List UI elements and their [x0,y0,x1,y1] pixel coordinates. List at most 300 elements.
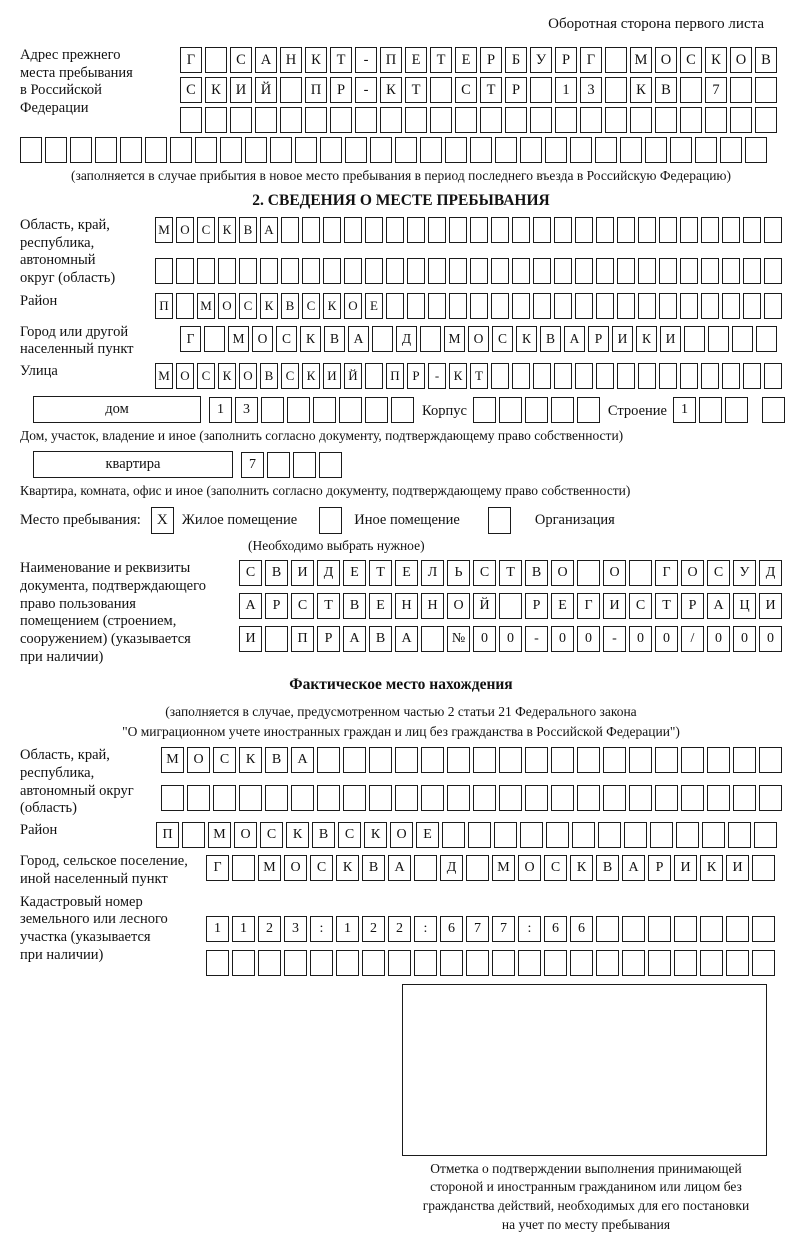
char-cell[interactable] [470,137,492,163]
char-cell[interactable] [45,137,67,163]
char-cell[interactable] [245,137,267,163]
char-cell[interactable] [755,107,777,133]
checkbox-organization[interactable] [488,507,511,534]
char-cell[interactable]: Т [369,560,392,586]
document-row-3[interactable] [239,626,782,652]
char-cell[interactable] [620,137,642,163]
char-cell[interactable] [512,217,530,243]
char-cell[interactable]: К [300,326,321,352]
char-cell[interactable]: 1 [232,916,255,942]
char-cell[interactable] [722,258,740,284]
char-cell[interactable] [577,785,600,811]
document-row-1[interactable] [239,560,782,586]
char-cell[interactable] [577,397,600,423]
char-cell[interactable] [544,950,567,976]
char-cell[interactable]: И [726,855,749,881]
char-cell[interactable]: В [239,217,257,243]
char-cell[interactable] [197,258,215,284]
char-cell[interactable] [421,626,444,652]
char-cell[interactable]: С [680,47,702,73]
char-cell[interactable]: С [197,217,215,243]
char-cell[interactable]: Г [577,593,600,619]
char-cell[interactable]: Й [255,77,277,103]
char-cell[interactable]: А [348,326,369,352]
char-cell[interactable]: И [674,855,697,881]
char-cell[interactable] [572,822,595,848]
char-cell[interactable] [365,363,383,389]
char-cell[interactable]: К [218,363,236,389]
char-cell[interactable] [743,217,761,243]
char-cell[interactable] [551,397,574,423]
char-cell[interactable]: В [655,77,677,103]
char-cell[interactable]: У [530,47,552,73]
char-cell[interactable]: К [302,363,320,389]
char-cell[interactable]: Г [655,560,678,586]
char-cell[interactable] [407,258,425,284]
char-cell[interactable] [624,822,647,848]
char-cell[interactable] [494,822,517,848]
char-cell[interactable] [370,137,392,163]
char-cell[interactable]: К [700,855,723,881]
char-cell[interactable]: 1 [555,77,577,103]
char-cell[interactable]: П [380,47,402,73]
char-cell[interactable]: Р [555,47,577,73]
char-cell[interactable]: Р [330,77,352,103]
char-cell[interactable] [752,950,775,976]
char-cell[interactable]: А [239,593,262,619]
char-cell[interactable] [701,293,719,319]
char-cell[interactable] [605,107,627,133]
char-cell[interactable] [265,626,288,652]
char-cell[interactable] [499,747,522,773]
char-cell[interactable] [764,217,782,243]
char-cell[interactable] [407,293,425,319]
char-cell[interactable] [420,137,442,163]
char-cell[interactable] [386,258,404,284]
char-cell[interactable] [732,326,753,352]
char-cell[interactable]: О [518,855,541,881]
cadastral-row-2[interactable] [206,950,775,976]
char-cell[interactable]: 7 [705,77,727,103]
char-cell[interactable] [617,293,635,319]
char-cell[interactable]: В [312,822,335,848]
char-cell[interactable]: Н [395,593,418,619]
char-cell[interactable] [302,258,320,284]
char-cell[interactable] [596,950,619,976]
char-cell[interactable] [395,137,417,163]
char-cell[interactable] [388,950,411,976]
char-cell[interactable] [319,452,342,478]
char-cell[interactable] [722,217,740,243]
char-cell[interactable] [291,785,314,811]
char-cell[interactable]: - [603,626,626,652]
char-cell[interactable] [752,855,775,881]
char-cell[interactable] [466,950,489,976]
char-cell[interactable]: С [455,77,477,103]
char-cell[interactable]: С [707,560,730,586]
char-cell[interactable]: Д [759,560,782,586]
char-cell[interactable] [575,363,593,389]
char-cell[interactable]: Г [180,326,201,352]
char-cell[interactable] [617,258,635,284]
char-cell[interactable] [345,137,367,163]
char-cell[interactable]: 2 [388,916,411,942]
char-cell[interactable] [232,950,255,976]
char-cell[interactable]: В [362,855,385,881]
char-cell[interactable] [155,258,173,284]
char-cell[interactable]: М [444,326,465,352]
char-cell[interactable]: Т [480,77,502,103]
char-cell[interactable]: 3 [284,916,307,942]
char-cell[interactable]: 1 [206,916,229,942]
char-cell[interactable] [218,258,236,284]
char-cell[interactable] [414,855,437,881]
char-cell[interactable]: К [286,822,309,848]
char-cell[interactable] [630,107,652,133]
char-cell[interactable] [270,137,292,163]
char-cell[interactable] [365,258,383,284]
char-cell[interactable] [722,363,740,389]
char-cell[interactable] [575,217,593,243]
char-cell[interactable]: Р [265,593,288,619]
char-cell[interactable] [182,822,205,848]
char-cell[interactable]: П [291,626,314,652]
char-cell[interactable] [499,397,522,423]
char-cell[interactable] [512,258,530,284]
char-cell[interactable]: В [343,593,366,619]
char-cell[interactable] [449,293,467,319]
char-cell[interactable] [707,747,730,773]
char-cell[interactable] [533,363,551,389]
char-cell[interactable] [320,137,342,163]
char-cell[interactable] [317,747,340,773]
char-cell[interactable]: П [155,293,173,319]
char-cell[interactable]: 6 [440,916,463,942]
char-cell[interactable]: О [234,822,257,848]
char-cell[interactable]: К [380,77,402,103]
char-cell[interactable] [659,217,677,243]
char-cell[interactable]: 3 [235,397,258,423]
char-cell[interactable] [575,293,593,319]
char-cell[interactable] [603,747,626,773]
char-cell[interactable] [205,107,227,133]
house-type-box[interactable] [33,396,201,423]
char-cell[interactable] [255,107,277,133]
char-cell[interactable] [267,452,290,478]
char-cell[interactable] [343,785,366,811]
char-cell[interactable]: К [364,822,387,848]
char-cell[interactable]: К [449,363,467,389]
char-cell[interactable] [681,747,704,773]
char-cell[interactable] [725,397,748,423]
char-cell[interactable]: - [355,77,377,103]
char-cell[interactable] [680,293,698,319]
city-row[interactable] [180,326,777,352]
street-row[interactable] [155,363,782,389]
char-cell[interactable] [281,217,299,243]
char-cell[interactable] [405,107,427,133]
char-cell[interactable]: А [260,217,278,243]
char-cell[interactable]: 7 [492,916,515,942]
char-cell[interactable] [701,217,719,243]
char-cell[interactable] [674,950,697,976]
char-cell[interactable] [330,107,352,133]
char-cell[interactable]: С [281,363,299,389]
char-cell[interactable] [420,326,441,352]
char-cell[interactable] [176,258,194,284]
char-cell[interactable] [743,293,761,319]
char-cell[interactable] [473,785,496,811]
char-cell[interactable]: О [730,47,752,73]
char-cell[interactable]: С [310,855,333,881]
char-cell[interactable]: С [239,560,262,586]
region-row-2[interactable] [155,258,782,284]
char-cell[interactable] [442,822,465,848]
char-cell[interactable]: И [612,326,633,352]
char-cell[interactable]: Й [473,593,496,619]
char-cell[interactable]: 0 [551,626,574,652]
char-cell[interactable]: 7 [466,916,489,942]
char-cell[interactable] [447,747,470,773]
char-cell[interactable] [447,785,470,811]
char-cell[interactable] [570,137,592,163]
char-cell[interactable] [491,217,509,243]
char-cell[interactable] [440,950,463,976]
char-cell[interactable] [730,77,752,103]
char-cell[interactable]: Е [416,822,439,848]
char-cell[interactable]: М [228,326,249,352]
char-cell[interactable] [577,747,600,773]
char-cell[interactable] [674,916,697,942]
char-cell[interactable] [323,217,341,243]
stroenie-extra-cell[interactable] [762,397,785,423]
char-cell[interactable]: С [260,822,283,848]
char-cell[interactable]: А [255,47,277,73]
char-cell[interactable] [310,950,333,976]
char-cell[interactable] [480,107,502,133]
char-cell[interactable] [764,293,782,319]
char-cell[interactable] [603,785,626,811]
char-cell[interactable] [230,107,252,133]
char-cell[interactable] [554,258,572,284]
char-cell[interactable] [680,217,698,243]
char-cell[interactable] [752,916,775,942]
char-cell[interactable]: Г [580,47,602,73]
char-cell[interactable] [645,137,667,163]
char-cell[interactable]: О [447,593,470,619]
char-cell[interactable]: А [707,593,730,619]
char-cell[interactable] [722,293,740,319]
char-cell[interactable] [575,258,593,284]
char-cell[interactable] [580,107,602,133]
char-cell[interactable] [369,785,392,811]
char-cell[interactable]: Р [480,47,502,73]
char-cell[interactable]: С [338,822,361,848]
char-cell[interactable] [707,785,730,811]
char-cell[interactable]: 6 [544,916,567,942]
char-cell[interactable]: 0 [629,626,652,652]
char-cell[interactable]: К [323,293,341,319]
char-cell[interactable] [659,293,677,319]
char-cell[interactable]: П [305,77,327,103]
char-cell[interactable] [120,137,142,163]
char-cell[interactable]: М [155,217,173,243]
char-cell[interactable] [720,137,742,163]
char-cell[interactable] [530,77,552,103]
char-cell[interactable] [258,950,281,976]
char-cell[interactable] [343,747,366,773]
char-cell[interactable]: О [390,822,413,848]
char-cell[interactable] [617,217,635,243]
char-cell[interactable]: С [197,363,215,389]
char-cell[interactable]: О [551,560,574,586]
char-cell[interactable]: Е [395,560,418,586]
char-cell[interactable] [391,397,414,423]
char-cell[interactable] [280,107,302,133]
char-cell[interactable]: 0 [473,626,496,652]
char-cell[interactable]: С [544,855,567,881]
char-cell[interactable]: О [239,363,257,389]
char-cell[interactable]: 0 [655,626,678,652]
char-cell[interactable]: 1 [336,916,359,942]
checkbox-other-premises[interactable] [319,507,342,534]
char-cell[interactable] [512,293,530,319]
char-cell[interactable] [638,363,656,389]
char-cell[interactable] [213,785,236,811]
char-cell[interactable] [648,916,671,942]
char-cell[interactable] [362,950,385,976]
char-cell[interactable] [491,363,509,389]
char-cell[interactable] [239,785,262,811]
apartment-number-cells[interactable] [241,452,342,478]
char-cell[interactable] [605,47,627,73]
char-cell[interactable]: Т [317,593,340,619]
char-cell[interactable]: Е [369,593,392,619]
char-cell[interactable] [708,326,729,352]
char-cell[interactable] [596,916,619,942]
korpus-cells[interactable] [473,397,600,423]
char-cell[interactable] [473,747,496,773]
char-cell[interactable]: Р [648,855,671,881]
char-cell[interactable] [745,137,767,163]
char-cell[interactable] [596,258,614,284]
char-cell[interactable] [302,217,320,243]
char-cell[interactable]: С [302,293,320,319]
char-cell[interactable] [470,258,488,284]
char-cell[interactable]: О [187,747,210,773]
char-cell[interactable] [546,822,569,848]
char-cell[interactable] [455,107,477,133]
char-cell[interactable] [533,217,551,243]
char-cell[interactable]: Д [440,855,463,881]
char-cell[interactable]: С [239,293,257,319]
char-cell[interactable] [733,747,756,773]
char-cell[interactable]: К [570,855,593,881]
char-cell[interactable] [756,326,777,352]
document-row-2[interactable] [239,593,782,619]
char-cell[interactable] [545,137,567,163]
actual-district-row[interactable] [156,822,777,848]
char-cell[interactable]: : [310,916,333,942]
char-cell[interactable] [743,363,761,389]
char-cell[interactable] [680,258,698,284]
char-cell[interactable] [421,785,444,811]
char-cell[interactable] [701,258,719,284]
char-cell[interactable] [20,137,42,163]
char-cell[interactable]: Е [455,47,477,73]
char-cell[interactable] [176,293,194,319]
char-cell[interactable]: В [755,47,777,73]
char-cell[interactable] [428,293,446,319]
char-cell[interactable] [95,137,117,163]
char-cell[interactable] [305,107,327,133]
char-cell[interactable] [323,258,341,284]
char-cell[interactable] [449,258,467,284]
prev-address-row-1[interactable] [180,47,777,73]
char-cell[interactable] [161,785,184,811]
char-cell[interactable] [596,293,614,319]
char-cell[interactable]: № [447,626,470,652]
char-cell[interactable] [449,217,467,243]
char-cell[interactable]: И [291,560,314,586]
char-cell[interactable]: Ь [447,560,470,586]
char-cell[interactable]: М [155,363,173,389]
char-cell[interactable] [648,950,671,976]
char-cell[interactable]: И [230,77,252,103]
char-cell[interactable] [355,107,377,133]
char-cell[interactable]: Т [499,560,522,586]
char-cell[interactable]: Ц [733,593,756,619]
char-cell[interactable] [764,363,782,389]
char-cell[interactable] [701,363,719,389]
char-cell[interactable]: О [603,560,626,586]
char-cell[interactable] [386,217,404,243]
char-cell[interactable]: В [525,560,548,586]
char-cell[interactable]: В [596,855,619,881]
char-cell[interactable] [525,397,548,423]
char-cell[interactable] [265,785,288,811]
char-cell[interactable] [470,293,488,319]
char-cell[interactable]: О [176,363,194,389]
char-cell[interactable] [702,822,725,848]
char-cell[interactable]: Д [317,560,340,586]
char-cell[interactable] [533,258,551,284]
char-cell[interactable] [728,822,751,848]
char-cell[interactable]: - [428,363,446,389]
char-cell[interactable]: М [208,822,231,848]
char-cell[interactable] [700,916,723,942]
char-cell[interactable] [293,452,316,478]
char-cell[interactable] [680,363,698,389]
char-cell[interactable] [232,855,255,881]
char-cell[interactable]: К [630,77,652,103]
char-cell[interactable]: О [468,326,489,352]
char-cell[interactable] [369,747,392,773]
char-cell[interactable]: - [355,47,377,73]
char-cell[interactable]: И [759,593,782,619]
char-cell[interactable]: Р [407,363,425,389]
char-cell[interactable]: : [414,916,437,942]
char-cell[interactable]: С [629,593,652,619]
char-cell[interactable] [762,397,785,423]
char-cell[interactable] [554,363,572,389]
char-cell[interactable]: Н [280,47,302,73]
char-cell[interactable] [205,47,227,73]
char-cell[interactable] [313,397,336,423]
char-cell[interactable] [629,785,652,811]
char-cell[interactable]: О [681,560,704,586]
char-cell[interactable]: 7 [241,452,264,478]
